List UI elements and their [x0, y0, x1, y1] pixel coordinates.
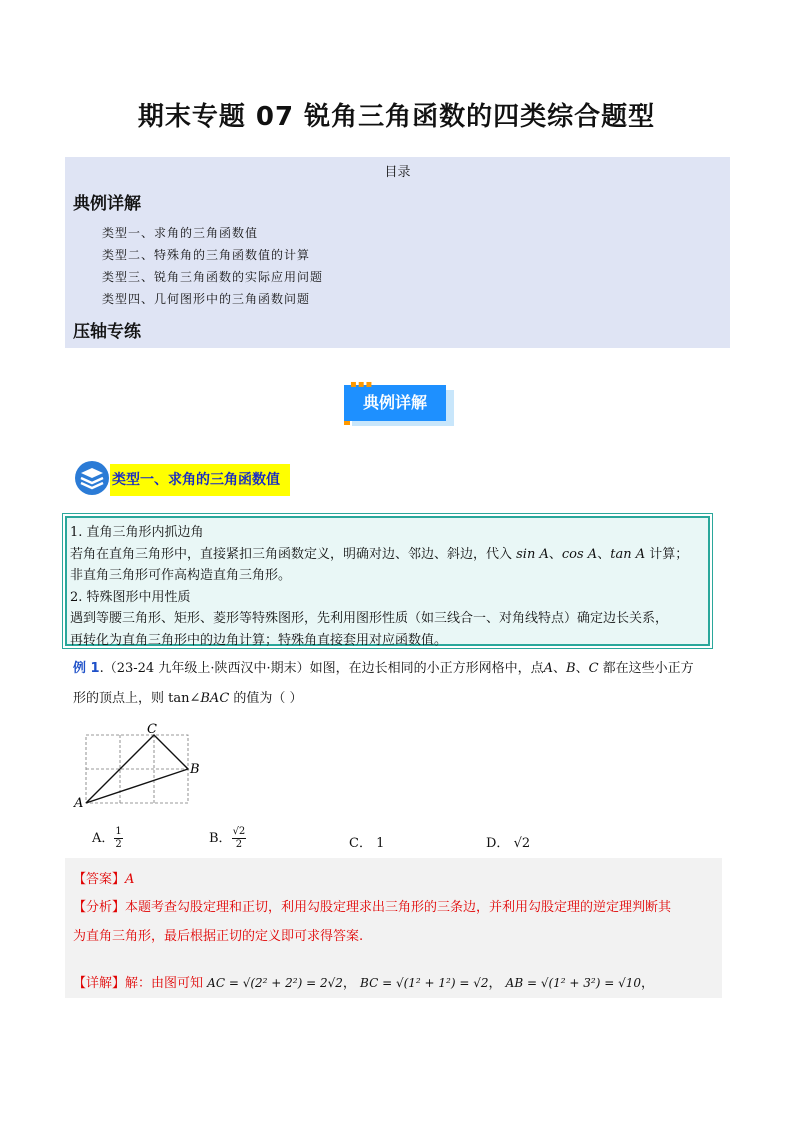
books-stack-icon [74, 460, 110, 496]
option-a[interactable]: A． $\frac{1}{2}$ [92, 826, 122, 850]
section-banner [344, 379, 454, 428]
example-label: 例 1 [73, 661, 100, 676]
option-a-fraction: $\frac{1}{2}$ [115, 826, 122, 850]
example-question-line-1: 例 1.（23-24 九年级上·陕西汉中·期末）如图，在边长相同的小正方形网格中，点A、B、C 都在这些小正方 [73, 661, 694, 676]
option-b-fraction: $\frac{√2}{2}$ [232, 826, 246, 850]
point-b-label: B [190, 762, 200, 777]
toc-label: 目录 [384, 165, 411, 180]
toc-section-examples[interactable]: 典例详解 [73, 194, 141, 214]
toc-item-type3[interactable]: 类型三、锐角三角函数的实际应用问题 [102, 270, 324, 284]
toc-section-practice[interactable]: 压轴专练 [73, 322, 141, 342]
method-line-1: 1. 直角三角形内抓边角 [70, 525, 204, 540]
toc-item-type2[interactable]: 类型二、特殊角的三角函数值的计算 [102, 248, 311, 262]
toc-item-type4[interactable]: 类型四、几何图形中的三角函数问题 [102, 292, 311, 306]
detail-line: 【详解】解：由图可知 AC = √(2² + 2²) = 2√2， BC = √(1² + 1²) = √2， AB = √(1² + 3²) = √10， [73, 976, 655, 991]
page-title: 期末专题 07 锐角三角函数的四类综合题型 [137, 102, 656, 132]
banner-tick [344, 421, 350, 425]
banner-label: 典例详解 [344, 385, 446, 421]
grid-triangle-figure [72, 718, 212, 810]
method-summary-box [65, 516, 710, 646]
point-a-label: A [74, 796, 84, 810]
example-question-line-2: 形的顶点上，则 tan∠BAC 的值为（ ） [73, 691, 303, 706]
answer-line: 【答案】A [73, 872, 135, 887]
type1-heading: 类型一、求角的三角函数值 [110, 464, 290, 496]
toc-item-type1[interactable]: 类型一、求角的三角函数值 [102, 226, 259, 240]
point-c-label: C [147, 722, 157, 737]
option-d[interactable]: D． √2 [486, 836, 531, 851]
method-line-5: 遇到等腰三角形、矩形、菱形等特殊图形，先利用图形性质（如三线合一、对角线特点）确定边长关系， [70, 611, 669, 626]
answer-section [65, 858, 722, 998]
option-c[interactable]: C． 1 [349, 836, 385, 851]
method-line-6: 再转化为直角三角形中的边角计算；特殊角直接套用对应函数值。 [70, 632, 448, 648]
option-b[interactable]: B． $\frac{√2}{2}$ [209, 826, 246, 850]
method-line-3: 非直角三角形可作高构造直角三角形。 [70, 568, 292, 583]
method-line-2: 若角在直角三角形中，直接紧扣三角函数定义，明确对边、邻边、斜边，代入 sin A、cos A、tan A 计算； [70, 546, 689, 562]
method-line-4: 2. 特殊图形中用性质 [70, 589, 191, 605]
analysis-text: 【分析】本题考查勾股定理和正切，利用勾股定理求出三角形的三条边，并利用勾股定理的逆定理判断其 为直角三角形，最后根据正切的定义即可求得答案. [73, 900, 672, 944]
banner-dots: ▪▪▪ [350, 379, 374, 390]
table-of-contents [65, 157, 730, 348]
